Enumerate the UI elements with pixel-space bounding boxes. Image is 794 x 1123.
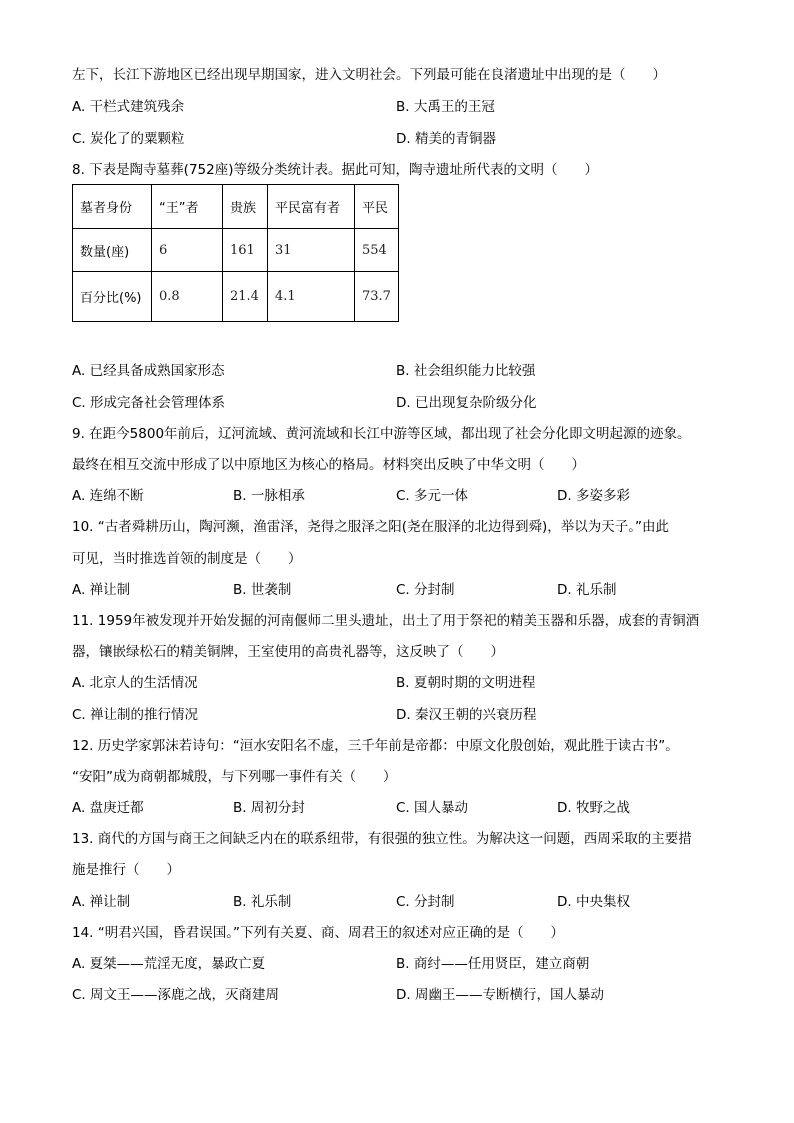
- q14-option-b[interactable]: B. 商纣——任用贤臣，建立商朝: [396, 956, 590, 972]
- q8-option-c[interactable]: C. 形成完备社会管理体系: [72, 395, 226, 411]
- table-header-row: [73, 185, 399, 229]
- q10-stem-line2: 可见，当时推选首领的制度是（ ）: [72, 551, 302, 567]
- q9-option-b[interactable]: B. 一脉相承: [233, 488, 305, 504]
- q11-stem-line2: 器，镶嵌绿松石的精美铜牌，王室使用的高贵礼器等，这反映了（ ）: [72, 644, 504, 660]
- table-header-cell: 贵族: [223, 185, 268, 229]
- q7-option-c[interactable]: C. 炭化了的粟颗粒: [72, 131, 185, 147]
- q12-stem-line1: 12. 历史学家郭沫若诗句：“洹水安阳名不虚，三千年前是帝都：中原文化殷创始，观此胜于读古书”。: [72, 738, 679, 754]
- q7-option-a[interactable]: A. 干栏式建筑残余: [72, 99, 185, 115]
- q14-option-a[interactable]: A. 夏桀——荒淫无度，暴政亡夏: [72, 956, 266, 972]
- q13-option-d[interactable]: D. 中央集权: [557, 894, 630, 910]
- table-cell: 6: [152, 229, 223, 272]
- q9-option-d[interactable]: D. 多姿多彩: [557, 488, 630, 504]
- q10-option-c[interactable]: C. 分封制: [396, 582, 455, 598]
- table-header-cell: “王”者: [152, 185, 223, 229]
- q10-option-b[interactable]: B. 世袭制: [233, 582, 292, 598]
- table-cell: 73.7: [355, 272, 399, 322]
- table-cell: 554: [355, 229, 399, 272]
- q8-option-d[interactable]: D. 已出现复杂阶级分化: [396, 395, 537, 411]
- q7-stem-tail: 左下，长江下游地区已经出现早期国家，进入文明社会。下列最可能在良渚遗址中出现的是（ ）: [72, 67, 666, 83]
- q10-stem-line1: 10. “古者舜耕历山，陶河濒，渔雷泽，尧得之服泽之阳(尧在服泽的北边得到舜)，举以为天子。”由此: [72, 519, 670, 535]
- table-row: [73, 229, 399, 272]
- q14-option-c[interactable]: C. 周文王——涿鹿之战，灭商建周: [72, 987, 280, 1003]
- q14-option-d[interactable]: D. 周幽王——专断横行，国人暴动: [396, 987, 604, 1003]
- q11-stem-line1: 11. 1959年被发现并开始发掘的河南偃师二里头遗址，出土了用于祭祀的精美玉器和乐器，成套的青铜酒: [72, 613, 700, 629]
- q9-option-c[interactable]: C. 多元一体: [396, 488, 469, 504]
- q8-option-b[interactable]: B. 社会组织能力比较强: [396, 363, 536, 379]
- q9-option-a[interactable]: A. 连绵不断: [72, 488, 144, 504]
- table-cell: 数量(座): [73, 229, 152, 272]
- q8-stem: 8. 下表是陶寺墓葬(752座)等级分类统计表。据此可知，陶寺遗址所代表的文明（ ）: [72, 162, 598, 178]
- table-header-cell: 平民: [355, 185, 399, 229]
- table-cell: 百分比(%): [73, 272, 152, 322]
- table-row: [73, 272, 399, 322]
- table-header-cell: 墓者身份: [73, 185, 152, 229]
- q11-option-b[interactable]: B. 夏朝时期的文明进程: [396, 675, 536, 691]
- q8-option-a[interactable]: A. 已经具备成熟国家形态: [72, 363, 225, 379]
- q11-option-d[interactable]: D. 秦汉王朝的兴衰历程: [396, 707, 537, 723]
- table-cell: 31: [268, 229, 355, 272]
- q10-option-a[interactable]: A. 禅让制: [72, 582, 131, 598]
- q13-stem-line1: 13. 商代的方国与商王之间缺乏内在的联系纽带，有很强的独立性。为解决这一问题，西周采取的主要措: [72, 831, 692, 847]
- q9-stem-line2: 最终在相互交流中形成了以中原地区为核心的格局。材料突出反映了中华文明（ ）: [72, 457, 585, 473]
- q14-stem: 14. “明君兴国，昏君误国。”下列有关夏、商、周君王的叙述对应正确的是（ ）: [72, 925, 564, 941]
- q12-option-a[interactable]: A. 盘庚迁都: [72, 800, 144, 816]
- table-cell: 4.1: [268, 272, 355, 322]
- q13-option-b[interactable]: B. 礼乐制: [233, 894, 292, 910]
- q11-option-c[interactable]: C. 禅让制的推行情况: [72, 707, 199, 723]
- table-header-cell: 平民富有者: [268, 185, 355, 229]
- q10-option-d[interactable]: D. 礼乐制: [557, 582, 617, 598]
- table-cell: 0.8: [152, 272, 223, 322]
- table-cell: 161: [223, 229, 268, 272]
- q9-stem-line1: 9. 在距今5800年前后，辽河流域、黄河流域和长江中游等区域，都出现了社会分化即文明起源的迹象。: [72, 426, 691, 442]
- q13-option-c[interactable]: C. 分封制: [396, 894, 455, 910]
- q7-option-b[interactable]: B. 大禹王的王冠: [396, 99, 495, 115]
- q13-option-a[interactable]: A. 禅让制: [72, 894, 131, 910]
- q7-option-d[interactable]: D. 精美的青铜器: [396, 131, 496, 147]
- q12-option-b[interactable]: B. 周初分封: [233, 800, 305, 816]
- q12-option-c[interactable]: C. 国人暴动: [396, 800, 469, 816]
- table-cell: 21.4: [223, 272, 268, 322]
- q12-stem-line2: “安阳”成为商朝都城殷，与下列哪一事件有关（ ）: [72, 769, 397, 785]
- q13-stem-line2: 施是推行（ ）: [72, 862, 180, 878]
- q12-option-d[interactable]: D. 牧野之战: [557, 800, 630, 816]
- q11-option-a[interactable]: A. 北京人的生活情况: [72, 675, 198, 691]
- tomb-grade-table: [72, 184, 399, 322]
